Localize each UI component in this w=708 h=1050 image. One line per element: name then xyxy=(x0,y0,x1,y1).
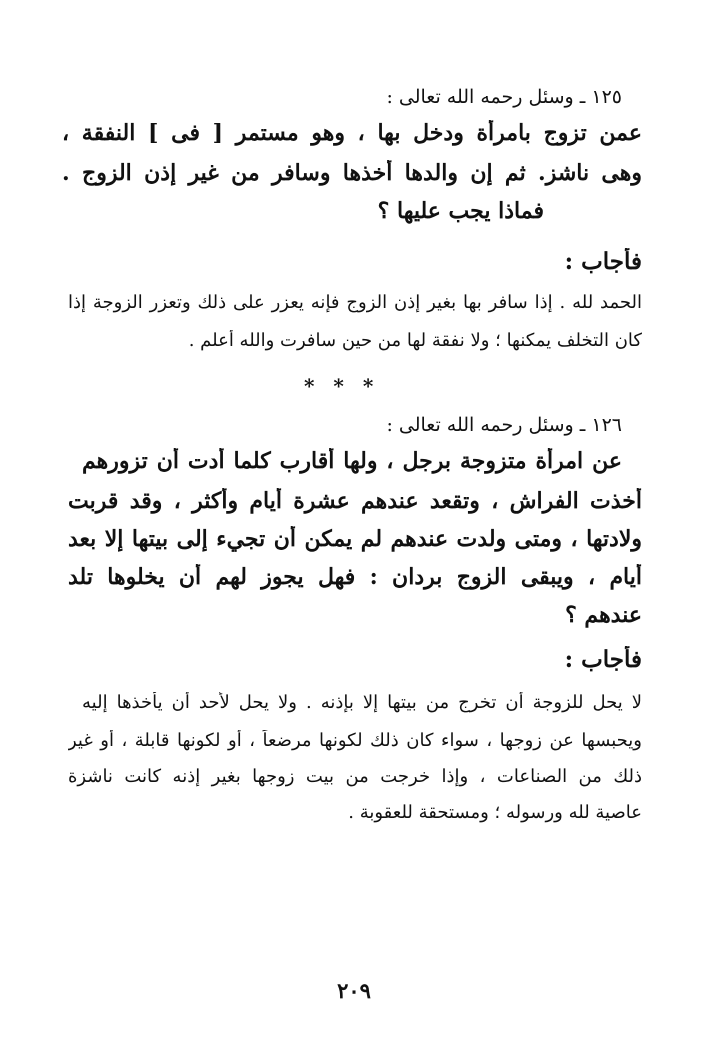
entry-126-answer-line: ويحبسها عن زوجها ، سواء كان ذلك لكونها مرضعاً ، أو لكونها قابلة ، أو غير xyxy=(68,730,642,751)
entry-126-answer-line: عاصية لله ورسوله ؛ ومستحقة للعقوبة . xyxy=(348,802,642,823)
entry-125-question-line: عمن تزوج بامرأة ودخل بها ، وهو مستمر [ فى ] النفقة ، xyxy=(62,120,642,146)
entry-126-answer-label: فأجاب : xyxy=(564,646,642,673)
entry-126-answer-line: ذلك من الصناعات ، وإذا خرجت من بيت زوجها بغير إذنه كانت ناشزة xyxy=(68,766,642,787)
entry-126-question-line: أخذت الفراش ، وتقعد عندهم عشرة أيام وأكثر ، وقد قربت xyxy=(68,488,642,514)
entry-125-question-line: فماذا يجب عليها ؟ xyxy=(377,198,544,224)
entry-125-answer-label: فأجاب : xyxy=(564,248,642,275)
entry-126-question-line: عن امرأة متزوجة برجل ، ولها أقارب كلما أدت أن تزورهم xyxy=(82,448,622,474)
page-number: ٢٠٩ xyxy=(337,978,371,1003)
entry-126-question-line: أيام ، ويبقى الزوج بردان : فهل يجوز لهم أن يخلوها تلد xyxy=(68,564,642,590)
entry-125-heading: ١٢٥ ـ وسئل رحمه الله تعالى : xyxy=(386,86,622,108)
entry-125-answer-line: كان التخلف يمكنها ؛ ولا نفقة لها من حين سافرت والله أعلم . xyxy=(188,330,642,351)
section-separator: * * * xyxy=(304,374,380,398)
entry-125-question-line: وهى ناشز. ثم إن والدها أخذها وسافر من غير إذن الزوج . xyxy=(62,160,642,186)
entry-125-answer-line: الحمد لله . إذا سافر بها بغير إذن الزوج فإنه يعزر على ذلك وتعزر الزوجة إذا xyxy=(68,292,642,313)
entry-126-answer-line: لا يحل للزوجة أن تخرج من بيتها إلا بإذنه . ولا يحل لأحد أن يأخذها إليه xyxy=(82,692,642,713)
entry-126-heading: ١٢٦ ـ وسئل رحمه الله تعالى : xyxy=(386,414,622,436)
entry-126-question-line: عندهم ؟ xyxy=(565,602,642,628)
entry-126-question-line: ولادتها ، ومتى ولدت عندهم لم يمكن أن تجيء إلى بيتها إلا بعد xyxy=(68,526,642,552)
